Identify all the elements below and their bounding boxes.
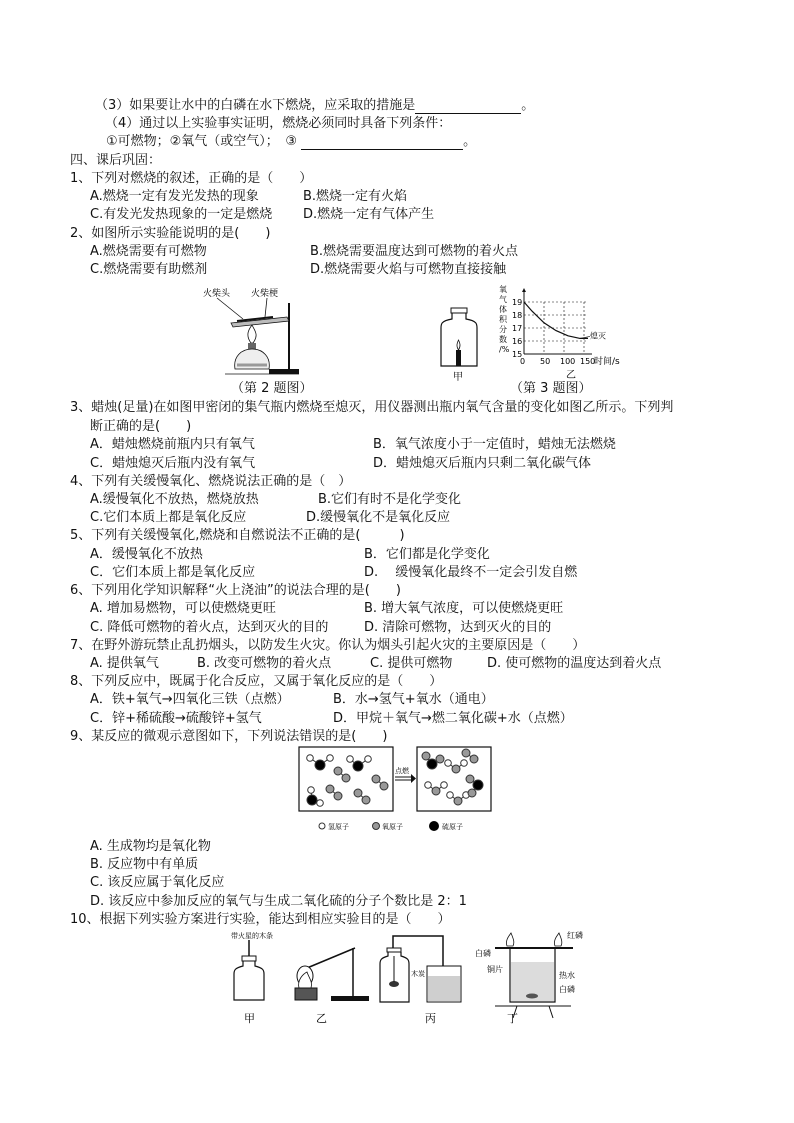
q6-stem: 6、下列用化学知识解释“火上浇油”的说法合理的是( ) (70, 583, 401, 598)
x-tick-label: 50 (540, 357, 551, 366)
label-charcoal: 木炭 (411, 970, 425, 978)
y-axis-label (499, 284, 510, 354)
y-tick-label: 17 (512, 324, 523, 333)
x-tick-label: 0 (520, 357, 526, 366)
q9-option-d[interactable]: D. 该反应中参加反应的氧气与生成二氧化硫的分子个数比是 2：1 (90, 894, 467, 909)
label-yi: 乙 (566, 370, 576, 380)
y-tick-label: 19 (512, 298, 523, 307)
q3-option-d[interactable]: D．蜡烛熄灭后瓶内只剩二氧化碳气体 (373, 456, 592, 471)
label-match-head: 火柴头 (203, 289, 231, 299)
q8-option-d[interactable]: D．甲烷＋氧气→燃二氧化碳+水（点燃） (333, 711, 573, 726)
gas-bottle (234, 961, 264, 1000)
legend-sulfur-marker (429, 821, 439, 831)
x-axis-label: 时间/s (594, 357, 620, 367)
label-yi: 乙 (316, 1012, 327, 1025)
y-axis-arrow (522, 288, 526, 292)
q1-option-a[interactable]: A.燃烧一定有发光发热的现象 (90, 189, 259, 204)
answer-blank[interactable] (301, 136, 463, 150)
q1-option-c[interactable]: C.有发光发热现象的一定是燃烧 (90, 207, 273, 222)
q3-option-b[interactable]: B．氧气浓度小于一定值时，蜡烛无法燃烧 (373, 437, 616, 452)
q6-option-c[interactable]: C. 降低可燃物的着火点，达到灭火的目的 (90, 620, 329, 635)
y-tick-label: 16 (512, 337, 523, 346)
conditions-line: ①可燃物；②氧气（或空气）； ③ 。 (106, 134, 477, 149)
q2-option-c[interactable]: C.燃烧需要有助燃剂 (90, 262, 208, 277)
legend-hydrogen: 氢原子 (328, 823, 349, 831)
q4-option-a[interactable]: A.缓慢氧化不放热，燃烧放热 (90, 492, 259, 507)
q8-option-c[interactable]: C．锌+稀硫酸→硫酸锌+氢气 (90, 711, 262, 726)
figure-2-caption: （第 2 题图） (231, 381, 313, 396)
q1-option-d[interactable]: D.燃烧一定有气体产生 (303, 207, 435, 222)
y-label-char: 气 (499, 295, 507, 304)
figure-3-caption: （第 3 题图） (510, 381, 592, 396)
label-match-stem: 火柴梗 (251, 289, 279, 299)
y-tick-label: 18 (512, 311, 523, 320)
q3-stem-line1: 3、蜡烛(足量)在如图甲密闭的集气瓶内燃烧至熄灭，用仪器测出瓶内氧气含量的变化如图乙所示。下列判 (70, 400, 674, 415)
q3-stem-line2: 断正确的是( ) (90, 419, 192, 434)
figure-3-oxygen-chart (498, 282, 638, 380)
q8-stem: 8、下列反应中，既属于化合反应，又属于氧化反应的是（ ） (70, 674, 443, 689)
label-jia: 甲 (244, 1012, 255, 1025)
figure-10-experiments (225, 926, 595, 1026)
label-glowing-splint: 带火星的木条 (231, 932, 273, 940)
q4-continuation: （4）通过以上实验事实证明，燃烧必须同时具备下列条件： (105, 116, 452, 131)
q2-stem: 2、如图所示实验能说明的是( ) (70, 226, 271, 241)
label-white-phosphorus-top: 白磷 (475, 949, 491, 958)
q9-option-b[interactable]: B. 反应物中有单质 (90, 857, 199, 872)
q3-continuation: （3）如果要让水中的白磷在水下燃烧，应采取的措施是 。 (95, 98, 535, 113)
legend-oxygen-marker (373, 823, 380, 830)
x-tick-label: 150 (580, 357, 596, 366)
reaction-arrow (411, 774, 416, 783)
q5-option-c[interactable]: C．它们本质上都是氧化反应 (90, 565, 256, 580)
q5-option-a[interactable]: A．缓慢氧化不放热 (90, 547, 203, 562)
q4-stem: 4、下列有关缓慢氧化、燃烧说法正确的是（ ） (70, 474, 352, 489)
q6-option-a[interactable]: A. 增加易燃物，可以使燃烧更旺 (90, 601, 276, 616)
label-jia: 甲 (453, 372, 463, 383)
q7-stem: 7、在野外游玩禁止乱扔烟头，以防发生火灾。你认为烟头引起火灾的主要原因是（ ） (70, 638, 586, 653)
y-tick-label: 15 (512, 350, 523, 359)
y-label-char: 氧 (499, 285, 507, 294)
y-label-char: 体 (499, 305, 507, 314)
label-bing: 丙 (425, 1012, 436, 1025)
label-hot-water: 热水 (559, 971, 575, 980)
label-ding: 丁 (507, 1012, 518, 1025)
q2-option-d[interactable]: D.燃烧需要火焰与可燃物直接接触 (310, 262, 507, 277)
x-tick-label: 100 (560, 357, 576, 366)
chart-grid (522, 288, 592, 354)
section-title: 四、课后巩固： (70, 153, 162, 168)
q7-option-b[interactable]: B. 改变可燃物的着火点 (197, 656, 332, 671)
q6-option-b[interactable]: B. 增大氧气浓度，可以使燃烧更旺 (364, 601, 564, 616)
q4-option-b[interactable]: B.它们有时不是化学变化 (318, 492, 462, 507)
q7-option-a[interactable]: A. 提供氧气 (90, 656, 159, 671)
q9-option-c[interactable]: C. 该反应属于氧化反应 (90, 875, 225, 890)
arrow-label: 点燃 (395, 767, 409, 775)
answer-blank[interactable] (415, 100, 521, 114)
q1-option-b[interactable]: B.燃烧一定有火焰 (303, 189, 408, 204)
label-red-phosphorus: 红磷 (567, 931, 583, 940)
q10-stem: 10、根据下列实验方案进行实验，能达到相应实验目的是（ ） (70, 912, 451, 927)
q9-stem: 9、某反应的微观示意图如下，下列说法错误的是( ) (70, 729, 388, 744)
q8-option-b[interactable]: B．水→氢气+氧水（通电） (333, 692, 494, 707)
y-label-char: 数 (499, 335, 507, 344)
q7-option-c[interactable]: C. 提供可燃物 (370, 656, 453, 671)
q2-option-b[interactable]: B.燃烧需要温度达到可燃物的着火点 (310, 244, 519, 259)
q8-option-a[interactable]: A．铁+氧气→四氧化三铁（点燃） (90, 692, 290, 707)
legend-hydrogen-marker (319, 823, 325, 829)
q5-option-b[interactable]: B．它们都是化学变化 (364, 547, 490, 562)
annotation-extinguished: 熄灭 (590, 331, 606, 341)
q3-option-c[interactable]: C．蜡烛熄灭后瓶内没有氧气 (90, 456, 256, 471)
q4-option-c[interactable]: C.它们本质上都是氧化反应 (90, 510, 247, 525)
legend-sulfur: 硫原子 (442, 823, 463, 831)
legend-oxygen: 氧原子 (382, 823, 403, 831)
label-white-phosphorus-bottom: 白磷 (559, 985, 575, 994)
q1-stem: 1、下列对燃烧的叙述，正确的是（ ） (70, 171, 313, 186)
y-label-char: /% (499, 345, 510, 354)
y-label-char: 积 (499, 315, 507, 324)
q2-option-a[interactable]: A.燃烧需要有可燃物 (90, 244, 207, 259)
figure-3-bottle (435, 306, 485, 386)
alcohol-lamp (295, 988, 317, 1000)
y-label-char: 分 (499, 325, 507, 334)
q7-option-d[interactable]: D. 使可燃物的温度达到着火点 (487, 656, 662, 671)
oxygen-curve (524, 302, 588, 338)
q4-option-d[interactable]: D.缓慢氧化不是氧化反应 (306, 510, 451, 525)
chart-series (524, 302, 606, 340)
q5-stem: 5、下列有关缓慢氧化,燃烧和自燃说法不正确的是( ) (70, 528, 405, 543)
label-copper-sheet: 铜片 (487, 965, 503, 974)
q6-option-d[interactable]: D. 清除可燃物，达到灭火的目的 (364, 620, 552, 635)
figure-9-micro-reaction (298, 745, 494, 835)
figure-2-match-experiment (195, 285, 305, 381)
q9-option-a[interactable]: A. 生成物均是氧化物 (90, 839, 211, 854)
q3-option-a[interactable]: A．蜡烛燃烧前瓶内只有氧气 (90, 437, 255, 452)
q5-option-d[interactable]: D. 缓慢氧化最终不一定会引发自燃 (364, 565, 578, 580)
